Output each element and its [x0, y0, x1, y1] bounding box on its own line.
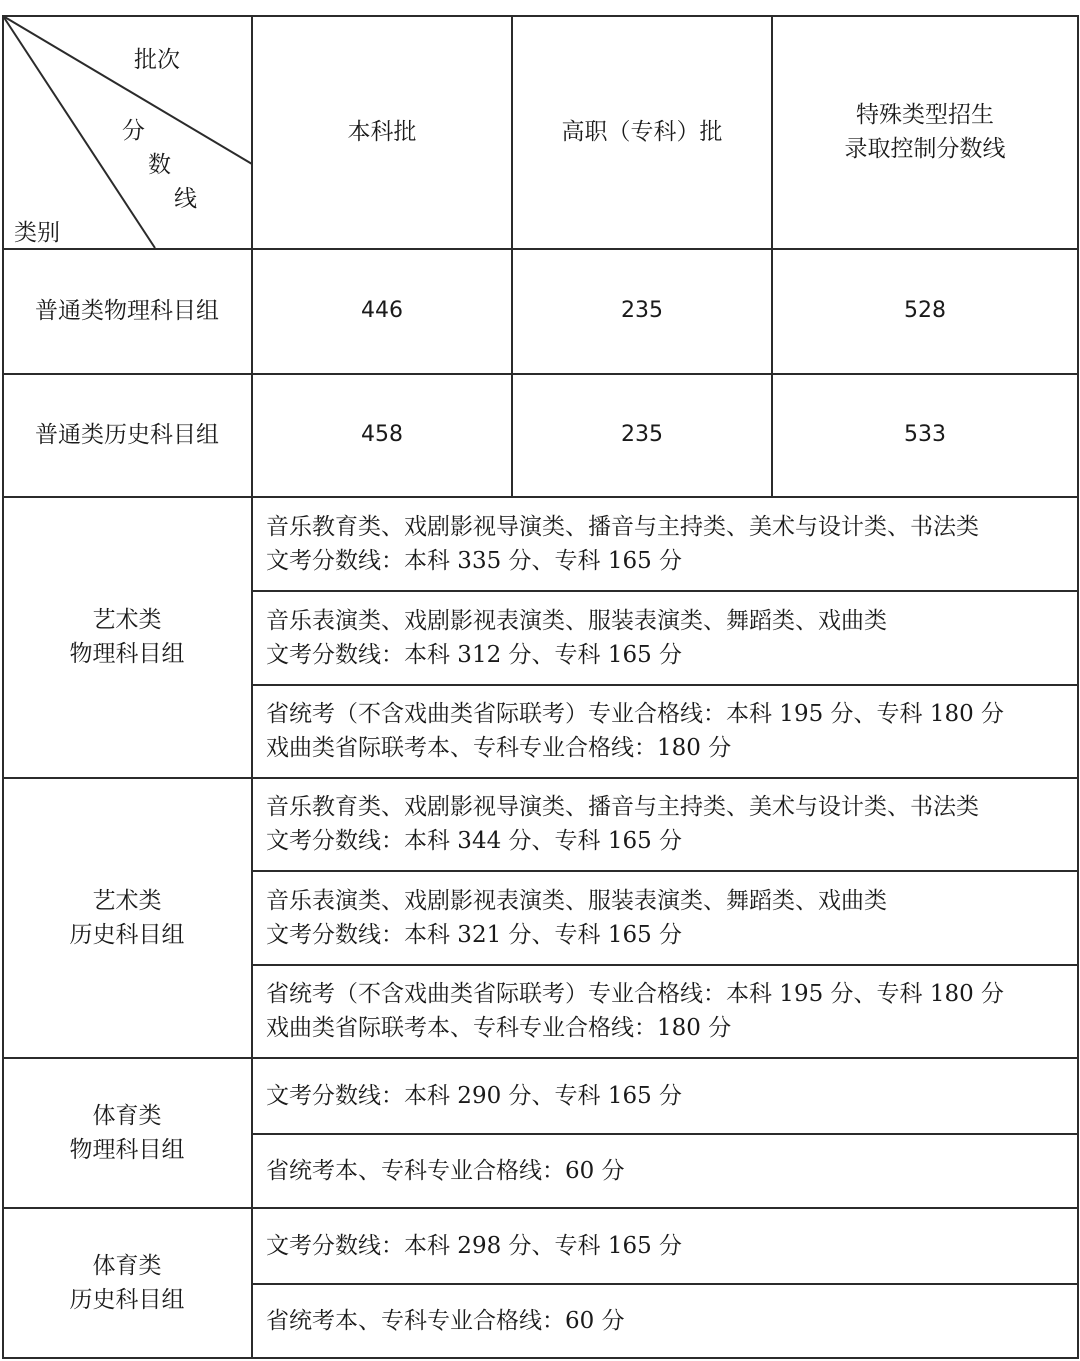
column-header-vocational	[512, 16, 772, 248]
category-label: 体育类	[92, 1253, 162, 1279]
requirement-text: 省统考（不含戏曲类省际联考）专业合格线：本科 195 分、专科 180 分	[266, 701, 1005, 727]
requirement-text: 文考分数线：本科 344 分、专科 165 分	[266, 828, 683, 854]
requirement-text: 戏曲类省际联考本、专科专业合格线：180 分	[266, 1015, 732, 1041]
category-label: 历史科目组	[69, 921, 185, 948]
requirement-text: 文考分数线：本科 290 分、专科 165 分	[266, 1082, 683, 1109]
grid-line	[252, 590, 1079, 592]
grid-line	[252, 964, 1079, 966]
grid-line	[251, 15, 253, 1359]
category-label: 艺术类	[92, 887, 162, 914]
category-label: 体育类	[92, 1102, 162, 1129]
score-special	[772, 249, 1078, 373]
grid-line	[2, 1357, 1079, 1359]
corner-label-category: 类别	[14, 220, 60, 246]
grid-line	[2, 496, 1079, 498]
requirement-text: 省统考（不含戏曲类省际联考）专业合格线：本科 195 分、专科 180 分	[266, 981, 1005, 1007]
score-special	[772, 374, 1078, 496]
category-label: 物理科目组	[69, 1136, 185, 1163]
column-header-label: 本科批	[347, 119, 417, 145]
grid-line	[2, 15, 1079, 17]
pe-physics-item	[252, 1058, 1078, 1133]
grid-line	[2, 1057, 1079, 1059]
pe-physics-item	[252, 1134, 1078, 1207]
score-undergraduate	[252, 374, 512, 496]
art-history-item	[252, 778, 1078, 870]
grid-line	[252, 870, 1079, 872]
column-header-special-admission	[772, 16, 1078, 248]
row-category-general-physics	[2, 249, 252, 373]
requirement-text: 省统考本、专科专业合格线：60 分	[266, 1308, 625, 1334]
category-label: 历史科目组	[69, 1287, 185, 1313]
requirement-text: 文考分数线：本科 298 分、专科 165 分	[266, 1232, 683, 1259]
grid-line	[511, 15, 513, 497]
requirement-text: 文考分数线：本科 321 分、专科 165 分	[266, 921, 683, 948]
score-vocational	[512, 249, 772, 373]
corner-label-score-char: 数	[148, 152, 171, 178]
art-physics-item	[252, 591, 1078, 684]
category-label: 艺术类	[92, 607, 162, 633]
art-physics-item	[252, 685, 1078, 777]
grid-line	[252, 684, 1079, 686]
score-value: 528	[904, 298, 946, 323]
art-physics-item	[252, 497, 1078, 590]
score-value: 235	[621, 422, 663, 447]
requirement-text: 音乐教育类、戏剧影视导演类、播音与主持类、美术与设计类、书法类	[266, 513, 979, 540]
requirement-text: 省统考本、专科专业合格线：60 分	[266, 1157, 625, 1184]
column-header-label: 特殊类型招生	[856, 102, 994, 128]
score-value: 446	[361, 298, 403, 323]
corner-label-score-char: 线	[174, 186, 197, 212]
row-category-art-history	[2, 778, 252, 1057]
grid-line	[2, 15, 4, 1359]
grid-line	[252, 1133, 1079, 1135]
score-value: 533	[904, 422, 946, 447]
pe-history-item	[252, 1208, 1078, 1283]
grid-line	[2, 1207, 1079, 1209]
column-header-label: 高职（专科）批	[561, 119, 723, 145]
requirement-text: 音乐教育类、戏剧影视导演类、播音与主持类、美术与设计类、书法类	[266, 794, 979, 820]
row-category-general-history	[2, 374, 252, 496]
corner-label-batch: 批次	[134, 47, 180, 73]
corner-label-score-char: 分	[122, 118, 145, 144]
requirement-text: 文考分数线：本科 335 分、专科 165 分	[266, 547, 683, 574]
grid-line	[2, 373, 1079, 375]
art-history-item	[252, 871, 1078, 964]
category-label: 普通类历史科目组	[35, 422, 219, 448]
score-value: 235	[621, 298, 663, 323]
requirement-text: 音乐表演类、戏剧影视表演类、服装表演类、舞蹈类、戏曲类	[266, 887, 887, 914]
grid-line	[252, 1283, 1079, 1285]
score-value: 458	[361, 422, 403, 447]
requirement-text: 戏曲类省际联考本、专科专业合格线：180 分	[266, 735, 732, 761]
pe-history-item	[252, 1284, 1078, 1358]
requirement-text: 音乐表演类、戏剧影视表演类、服装表演类、舞蹈类、戏曲类	[266, 607, 887, 634]
row-category-pe-history	[2, 1208, 252, 1358]
grid-line	[2, 777, 1079, 779]
row-category-pe-physics	[2, 1058, 252, 1207]
score-vocational	[512, 374, 772, 496]
category-label: 物理科目组	[69, 641, 185, 667]
row-category-art-physics	[2, 497, 252, 777]
requirement-text: 文考分数线：本科 312 分、专科 165 分	[266, 641, 683, 668]
grid-line	[771, 15, 773, 497]
art-history-item	[252, 965, 1078, 1057]
score-undergraduate	[252, 249, 512, 373]
category-label: 普通类物理科目组	[35, 298, 219, 324]
grid-line	[1077, 15, 1079, 1359]
column-header-undergraduate	[252, 16, 512, 248]
column-header-label: 录取控制分数线	[844, 136, 1006, 162]
grid-line	[2, 248, 1079, 250]
